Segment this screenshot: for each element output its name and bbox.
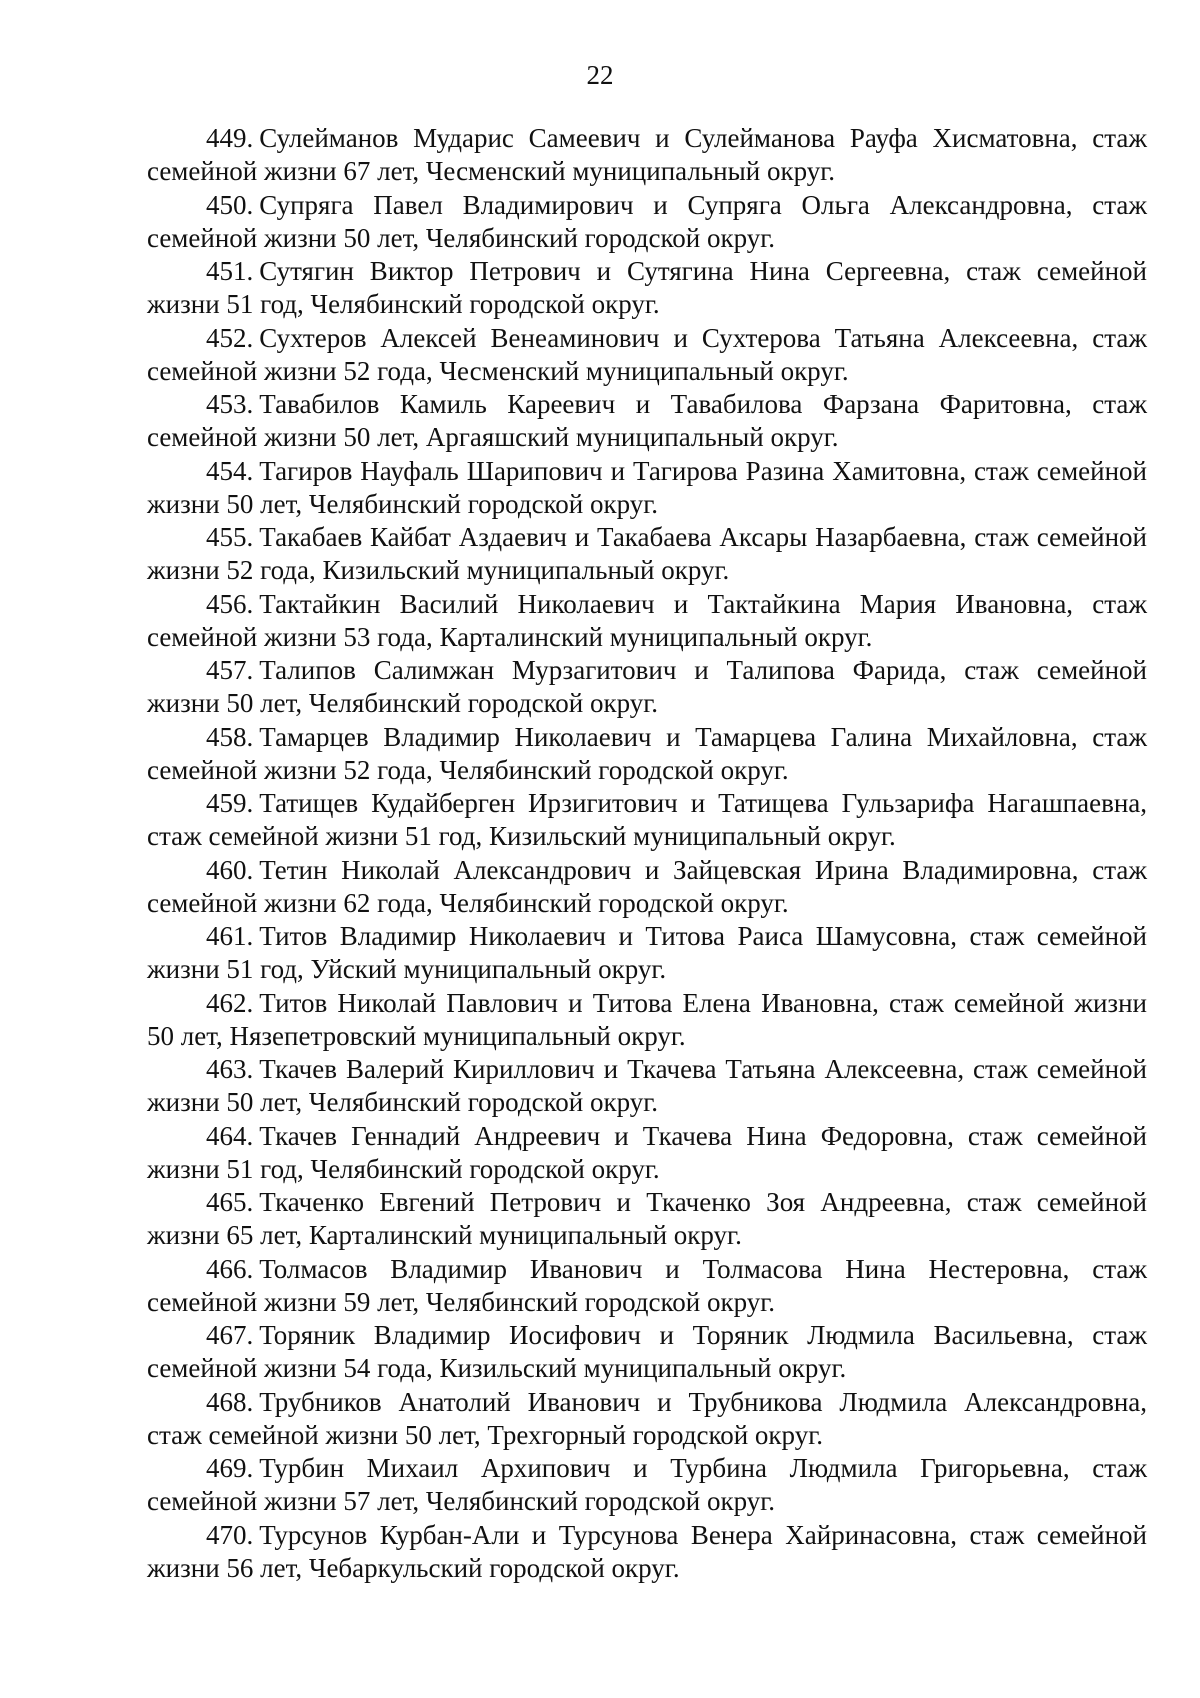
entry-number: 454.: [206, 455, 254, 486]
list-item: [147, 1253, 1147, 1319]
entry-text: Сулейманов Мударис Самеевич и Сулейманова Рауфа Хисматовна, стаж семейной жизни 67 лет, Чесменский муниципальный округ.: [147, 123, 1147, 186]
entries-list: [147, 122, 1147, 1585]
entry-number: 451.: [206, 256, 254, 286]
entry-text: Татищев Кудайберген Ирзигитович и Татищева Гульзарифа Нагашпаевна, стаж семейной жизни 51 год, Кизильский муниципальный округ.: [147, 788, 1147, 851]
entry-text: Супряга Павел Владимирович и Супряга Ольга Александровна, стаж семейной жизни 50 лет, Челябинский городской округ.: [147, 189, 1147, 253]
entry-number: 453.: [206, 389, 254, 419]
entry-text: Тагиров Науфаль Шарипович и Тагирова Разина Хамитовна, стаж семейной жизни 50 лет, Челябинский городской округ.: [147, 455, 1147, 519]
entry-number: 462.: [206, 987, 254, 1018]
entry-number: 460.: [206, 854, 254, 885]
entry-number: 449.: [206, 123, 254, 153]
entry-number: 463.: [206, 1054, 254, 1084]
entry-text: Такабаев Кайбат Аздаевич и Такабаева Аксары Назарбаевна, стаж семейной жизни 52 года, Кизильский муниципальный округ.: [147, 522, 1147, 585]
entry-text: Тетин Николай Александрович и Зайцевская Ирина Владимировна, стаж семейной жизни 62 года, Челябинский городской округ.: [147, 854, 1147, 918]
list-item: [147, 1519, 1147, 1585]
entry-text: Ткачев Валерий Кириллович и Ткачева Татьяна Алексеевна, стаж семейной жизни 50 лет, Челябинский городской округ.: [147, 1054, 1147, 1117]
entry-text: Титов Николай Павлович и Титова Елена Ивановна, стаж семейной жизни 50 лет, Нязепетровский муниципальный округ.: [147, 987, 1147, 1051]
list-item: [147, 388, 1147, 454]
list-item: [147, 1053, 1147, 1119]
list-item: [147, 189, 1147, 255]
list-item: [147, 854, 1147, 920]
entry-text: Сутягин Виктор Петрович и Сутягина Нина Сергеевна, стаж семейной жизни 51 год, Челябинский городской округ.: [147, 256, 1147, 319]
list-item: [147, 322, 1147, 388]
entry-number: 465.: [206, 1187, 254, 1217]
entry-number: 464.: [206, 1120, 254, 1151]
entry-text: Талипов Салимжан Мурзагитович и Талипова Фарида, стаж семейной жизни 50 лет, Челябинский городской округ.: [147, 655, 1147, 718]
list-item: [147, 1319, 1147, 1385]
list-item: [147, 920, 1147, 986]
entry-text: Турбин Михаил Архипович и Турбина Людмила Григорьевна, стаж семейной жизни 57 лет, Челябинский городской округ.: [147, 1453, 1147, 1516]
entry-text: Ткаченко Евгений Петрович и Ткаченко Зоя Андреевна, стаж семейной жизни 65 лет, Карталинский муниципальный округ.: [147, 1187, 1147, 1250]
list-item: [147, 987, 1147, 1053]
entry-text: Тамарцев Владимир Николаевич и Тамарцева Галина Михайловна, стаж семейной жизни 52 года, Челябинский городской округ.: [147, 721, 1147, 785]
list-item: [147, 1386, 1147, 1452]
entry-number: 459.: [206, 788, 254, 818]
list-item: [147, 455, 1147, 521]
list-item: [147, 1452, 1147, 1518]
entry-number: 470.: [206, 1519, 254, 1550]
entry-number: 461.: [206, 921, 254, 951]
entry-number: 458.: [206, 721, 254, 752]
list-item: [147, 1186, 1147, 1252]
list-item: [147, 122, 1147, 188]
list-item: [147, 1120, 1147, 1186]
list-item: [147, 721, 1147, 787]
entry-text: Турсунов Курбан-Али и Турсунова Венера Хайринасовна, стаж семейной жизни 56 лет, Чебаркульский городской округ.: [147, 1519, 1147, 1583]
entry-text: Сухтеров Алексей Венеаминович и Сухтерова Татьяна Алексеевна, стаж семейной жизни 52 года, Чесменский муниципальный округ.: [147, 322, 1147, 386]
entry-number: 467.: [206, 1320, 254, 1350]
list-item: [147, 654, 1147, 720]
entry-number: 452.: [206, 322, 254, 353]
list-item: [147, 255, 1147, 321]
entry-text: Трубников Анатолий Иванович и Трубникова Людмила Александровна, стаж семейной жизни 50 лет, Трехгорный городской округ.: [147, 1386, 1147, 1450]
entry-number: 456.: [206, 588, 254, 619]
page-number: 22: [586, 60, 614, 90]
entry-text: Ткачев Геннадий Андреевич и Ткачева Нина Федоровна, стаж семейной жизни 51 год, Челябинский городской округ.: [147, 1120, 1147, 1184]
entry-text: Тактайкин Василий Николаевич и Тактайкина Мария Ивановна, стаж семейной жизни 53 года, Карталинский муниципальный округ.: [147, 588, 1147, 652]
entry-text: Толмасов Владимир Иванович и Толмасова Нина Нестеровна, стаж семейной жизни 59 лет, Челябинский городской округ.: [147, 1253, 1147, 1317]
entry-text: Торяник Владимир Иосифович и Торяник Людмила Васильевна, стаж семейной жизни 54 года, Кизильский муниципальный округ.: [147, 1320, 1147, 1383]
list-item: [147, 521, 1147, 587]
list-item: [147, 588, 1147, 654]
entry-number: 450.: [206, 189, 254, 220]
list-item: [147, 787, 1147, 853]
entry-number: 469.: [206, 1453, 254, 1483]
entry-number: 468.: [206, 1386, 254, 1417]
entry-text: Титов Владимир Николаевич и Титова Раиса Шамусовна, стаж семейной жизни 51 год, Уйский муниципальный округ.: [147, 921, 1147, 984]
entry-number: 457.: [206, 655, 254, 685]
entry-number: 466.: [206, 1253, 254, 1284]
entry-number: 455.: [206, 522, 254, 552]
entry-text: Тавабилов Камиль Кареевич и Тавабилова Фарзана Фаритовна, стаж семейной жизни 50 лет, Аргаяшский муниципальный округ.: [147, 389, 1147, 452]
